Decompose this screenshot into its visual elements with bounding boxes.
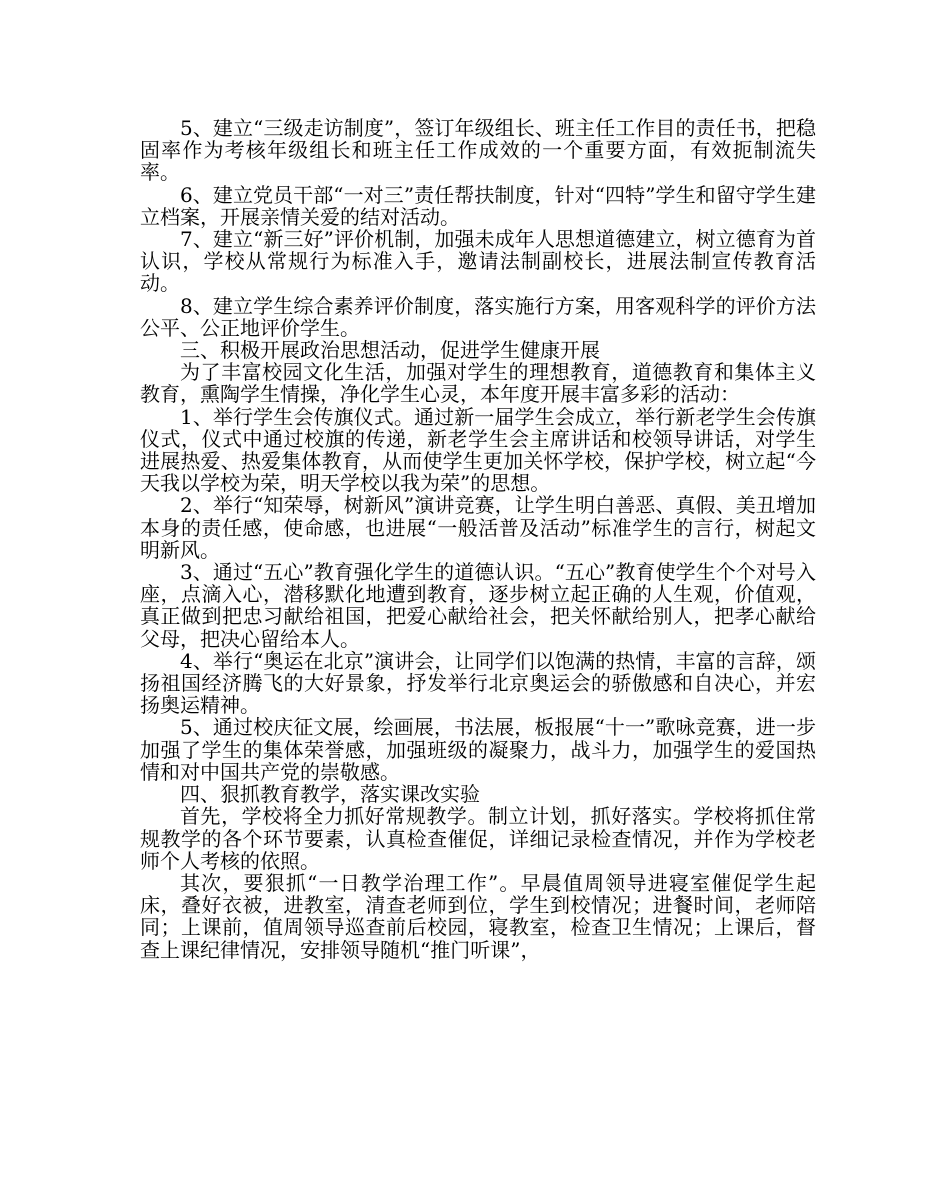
paragraph-activity-2: 2、举行“知荣辱，树新风”演讲竞赛，让学生明白善恶、真假、美丑增加本身的责任感，使命感，也进展“一般活普及活动”标准学生的言行，树起文明新风。 [140,493,816,562]
paragraph-item-7-evaluation: 7、建立“新三好”评价机制，加强未成年人思想道德建立，树立德育为首认识，学校从常规行为标准入手，邀请法制副校长，进展法制宣传教育活动。 [140,227,816,296]
paragraph-activity-4: 4、举行“奥运在北京”演讲会，让同学们以饱满的热情，丰富的言辞，颂扬祖国经济腾飞的大好景象，抒发举行北京奥运会的骄傲感和自决心，并宏扬奥运精神。 [140,648,816,718]
section-heading-3: 三、积极开展政治思想活动，促进学生健康开展 [180,338,600,363]
paragraph-intro-activities: 为了丰富校园文化生活，加强对学生的理想教育，道德教育和集体主义教育，熏陶学生情操，净化学生心灵，本年度开展丰富多彩的活动： [140,360,816,407]
paragraph-activity-1: 1、举行学生会传旗仪式。通过新一届学生会成立，举行新老学生会传旗仪式，仪式中通过校旗的传递，新老学生会主席讲话和校领导讲话，对学生进展热爱、热爱集体教育，从而使学生更加关怀学校，保护学校，树立起“今天我以学校为荣，明天学校以我为荣”的思想。 [140,404,816,496]
paragraph-activity-3: 3、通过“五心”教育强化学生的道德认识。“五心”教育使学生个个对号入座，点滴入心，潜移默化地遭到教育，逐步树立起正确的人生观，价值观，真正做到把忠习献给祖国，把爱心献给社会，把关怀献给别人，把孝心献给父母，把决心留给本人。 [140,560,816,651]
document-body [140,117,816,961]
paragraph-second: 其次，要狠抓“一日教学治理工作”。早晨值周领导进寝室催促学生起床，叠好衣被，进教室，清查老师到位，学生到校情况；进餐时间，老师陪同；上课前，值周领导巡查前后校园，寝教室，检查卫生情况；上课后，督查上课纪律情况，安排领导随机“推门听课”， [140,870,816,962]
paragraph-item-5-visits: 5、建立“三级走访制度”，签订年级组长、班主任工作目的责任书，把稳固率作为考核年级组长和班主任工作成效的一个重要方面，有效扼制流失率。 [140,116,816,185]
section-heading-4: 四、狠抓教育教学，落实课改实验 [180,782,480,807]
paragraph-first: 首先，学校将全力抓好常规教学。制立计划，抓好落实。学校将抓住常规教学的各个环节要素，认真检查催促，详细记录检查情况，并作为学校老师个人考核的依照。 [140,804,816,873]
paragraph-item-8-literacy: 8、建立学生综合素养评价制度，落实施行方案，用客观科学的评价方法公平、公正地评价学生。 [140,293,816,340]
paragraph-item-6-party-help: 6、建立党员干部“一对三”责任帮扶制度，针对“四特”学生和留守学生建立档案，开展亲情关爱的结对活动。 [140,182,816,229]
paragraph-activity-5: 5、通过校庆征文展，绘画展，书法展，板报展“十一”歌咏竞赛，进一步加强了学生的集体荣誉感，加强班级的凝聚力，战斗力，加强学生的爱国热情和对中国共产党的崇敬感。 [140,715,816,784]
